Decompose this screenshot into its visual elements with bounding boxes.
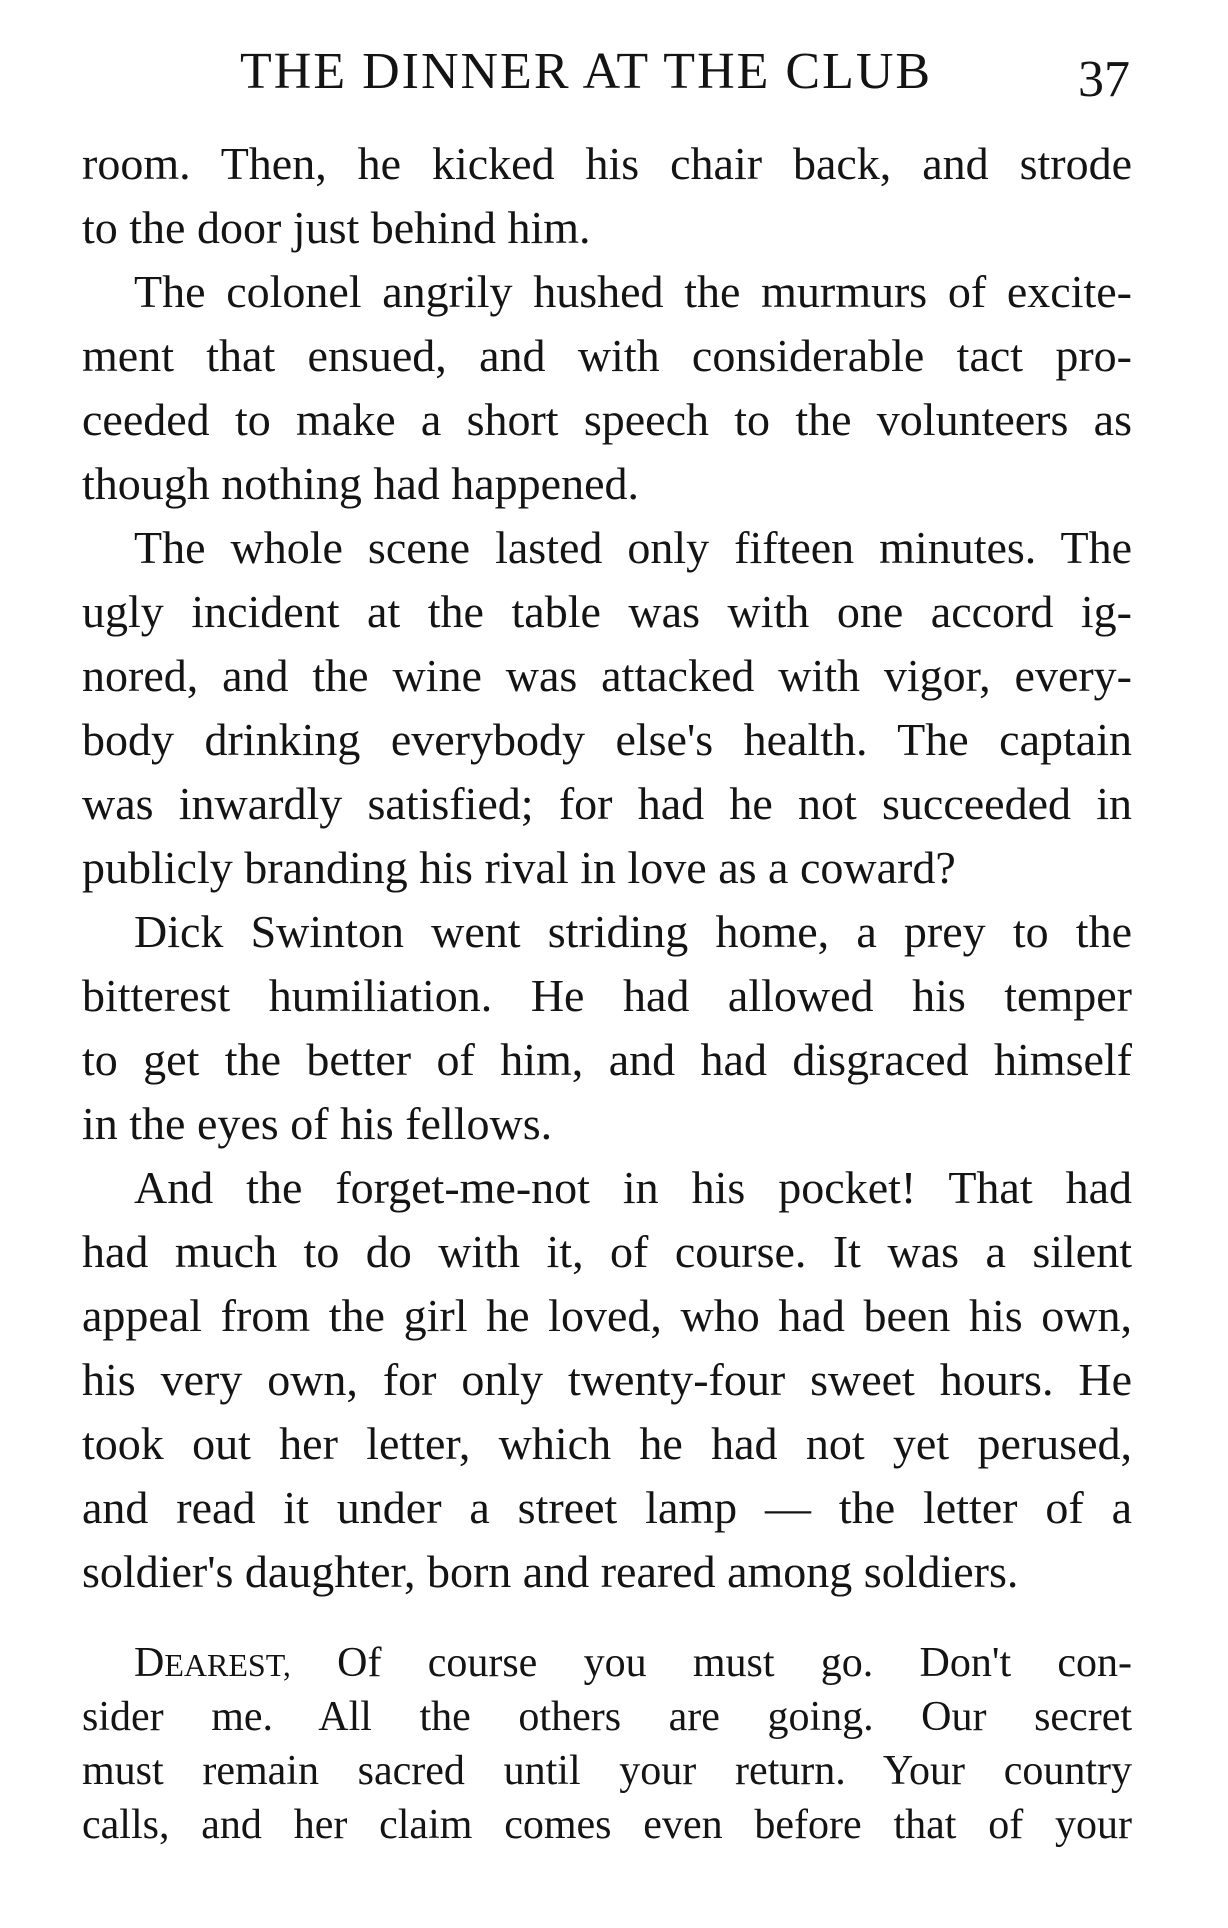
- text-line: nored, and the wine was attacked with vigor, every-: [82, 650, 1132, 701]
- text-line: room. Then, he kicked his chair back, and strode: [82, 138, 1132, 189]
- text-line: took out her letter, which he had not yet perused,: [82, 1418, 1132, 1469]
- text-line: to get the better of him, and had disgraced himself: [82, 1034, 1132, 1085]
- text-line: had much to do with it, of course. It was a silent: [82, 1226, 1132, 1277]
- salutation-initial: D: [134, 1640, 165, 1686]
- paragraph: [82, 260, 1132, 516]
- paragraph: [82, 1156, 1132, 1604]
- page-number: 37: [1078, 51, 1130, 108]
- text-line: Dick Swinton went striding home, a prey to the: [134, 906, 1132, 957]
- running-head: [80, 42, 1130, 112]
- text-line: sider me. All the others are going. Our secret: [82, 1694, 1132, 1740]
- paragraph: [82, 516, 1132, 900]
- text-line: The colonel angrily hushed the murmurs of excite-: [134, 266, 1132, 317]
- paragraph: [82, 900, 1132, 1156]
- text-line: ceeded to make a short speech to the volunteers as: [82, 394, 1132, 445]
- quoted-letter: [82, 1636, 1132, 1852]
- text-line: was inwardly satisfied; for had he not succeeded in: [82, 778, 1132, 829]
- text-line: The whole scene lasted only fifteen minutes. The: [134, 522, 1132, 573]
- salutation-rest: EAREST,: [164, 1647, 291, 1683]
- text-line: ment that ensued, and with considerable tact pro-: [82, 330, 1132, 381]
- letter-first-line-text: Of course you must go. Don't con-: [290, 1640, 1132, 1686]
- text-line: And the forget-me-not in his pocket! That had: [134, 1162, 1132, 1213]
- text-line: though nothing had happened.: [82, 458, 640, 509]
- text-line: soldier's daughter, born and reared among soldiers.: [82, 1546, 1019, 1597]
- text-line: and read it under a street lamp — the letter of a: [82, 1482, 1132, 1533]
- text-line: ugly incident at the table was with one accord ig-: [82, 586, 1132, 637]
- text-line: to the door just behind him.: [82, 202, 591, 253]
- text-line: bitterest humiliation. He had allowed his temper: [82, 970, 1132, 1021]
- text-line: his very own, for only twenty-four sweet hours. He: [82, 1354, 1132, 1405]
- text-line: calls, and her claim comes even before that of your: [82, 1802, 1132, 1848]
- text-line: body drinking everybody else's health. The captain: [82, 714, 1132, 765]
- letter-first-line: [82, 1636, 1132, 1690]
- body-text: [82, 132, 1132, 1604]
- text-line: in the eyes of his fellows.: [82, 1098, 553, 1149]
- text-line: appeal from the girl he loved, who had been his own,: [82, 1290, 1132, 1341]
- chapter-running-title: THE DINNER AT THE CLUB: [240, 43, 933, 100]
- paragraph: [82, 132, 1132, 260]
- text-line: must remain sacred until your return. Your country: [82, 1748, 1132, 1794]
- text-line: publicly branding his rival in love as a coward?: [82, 842, 956, 893]
